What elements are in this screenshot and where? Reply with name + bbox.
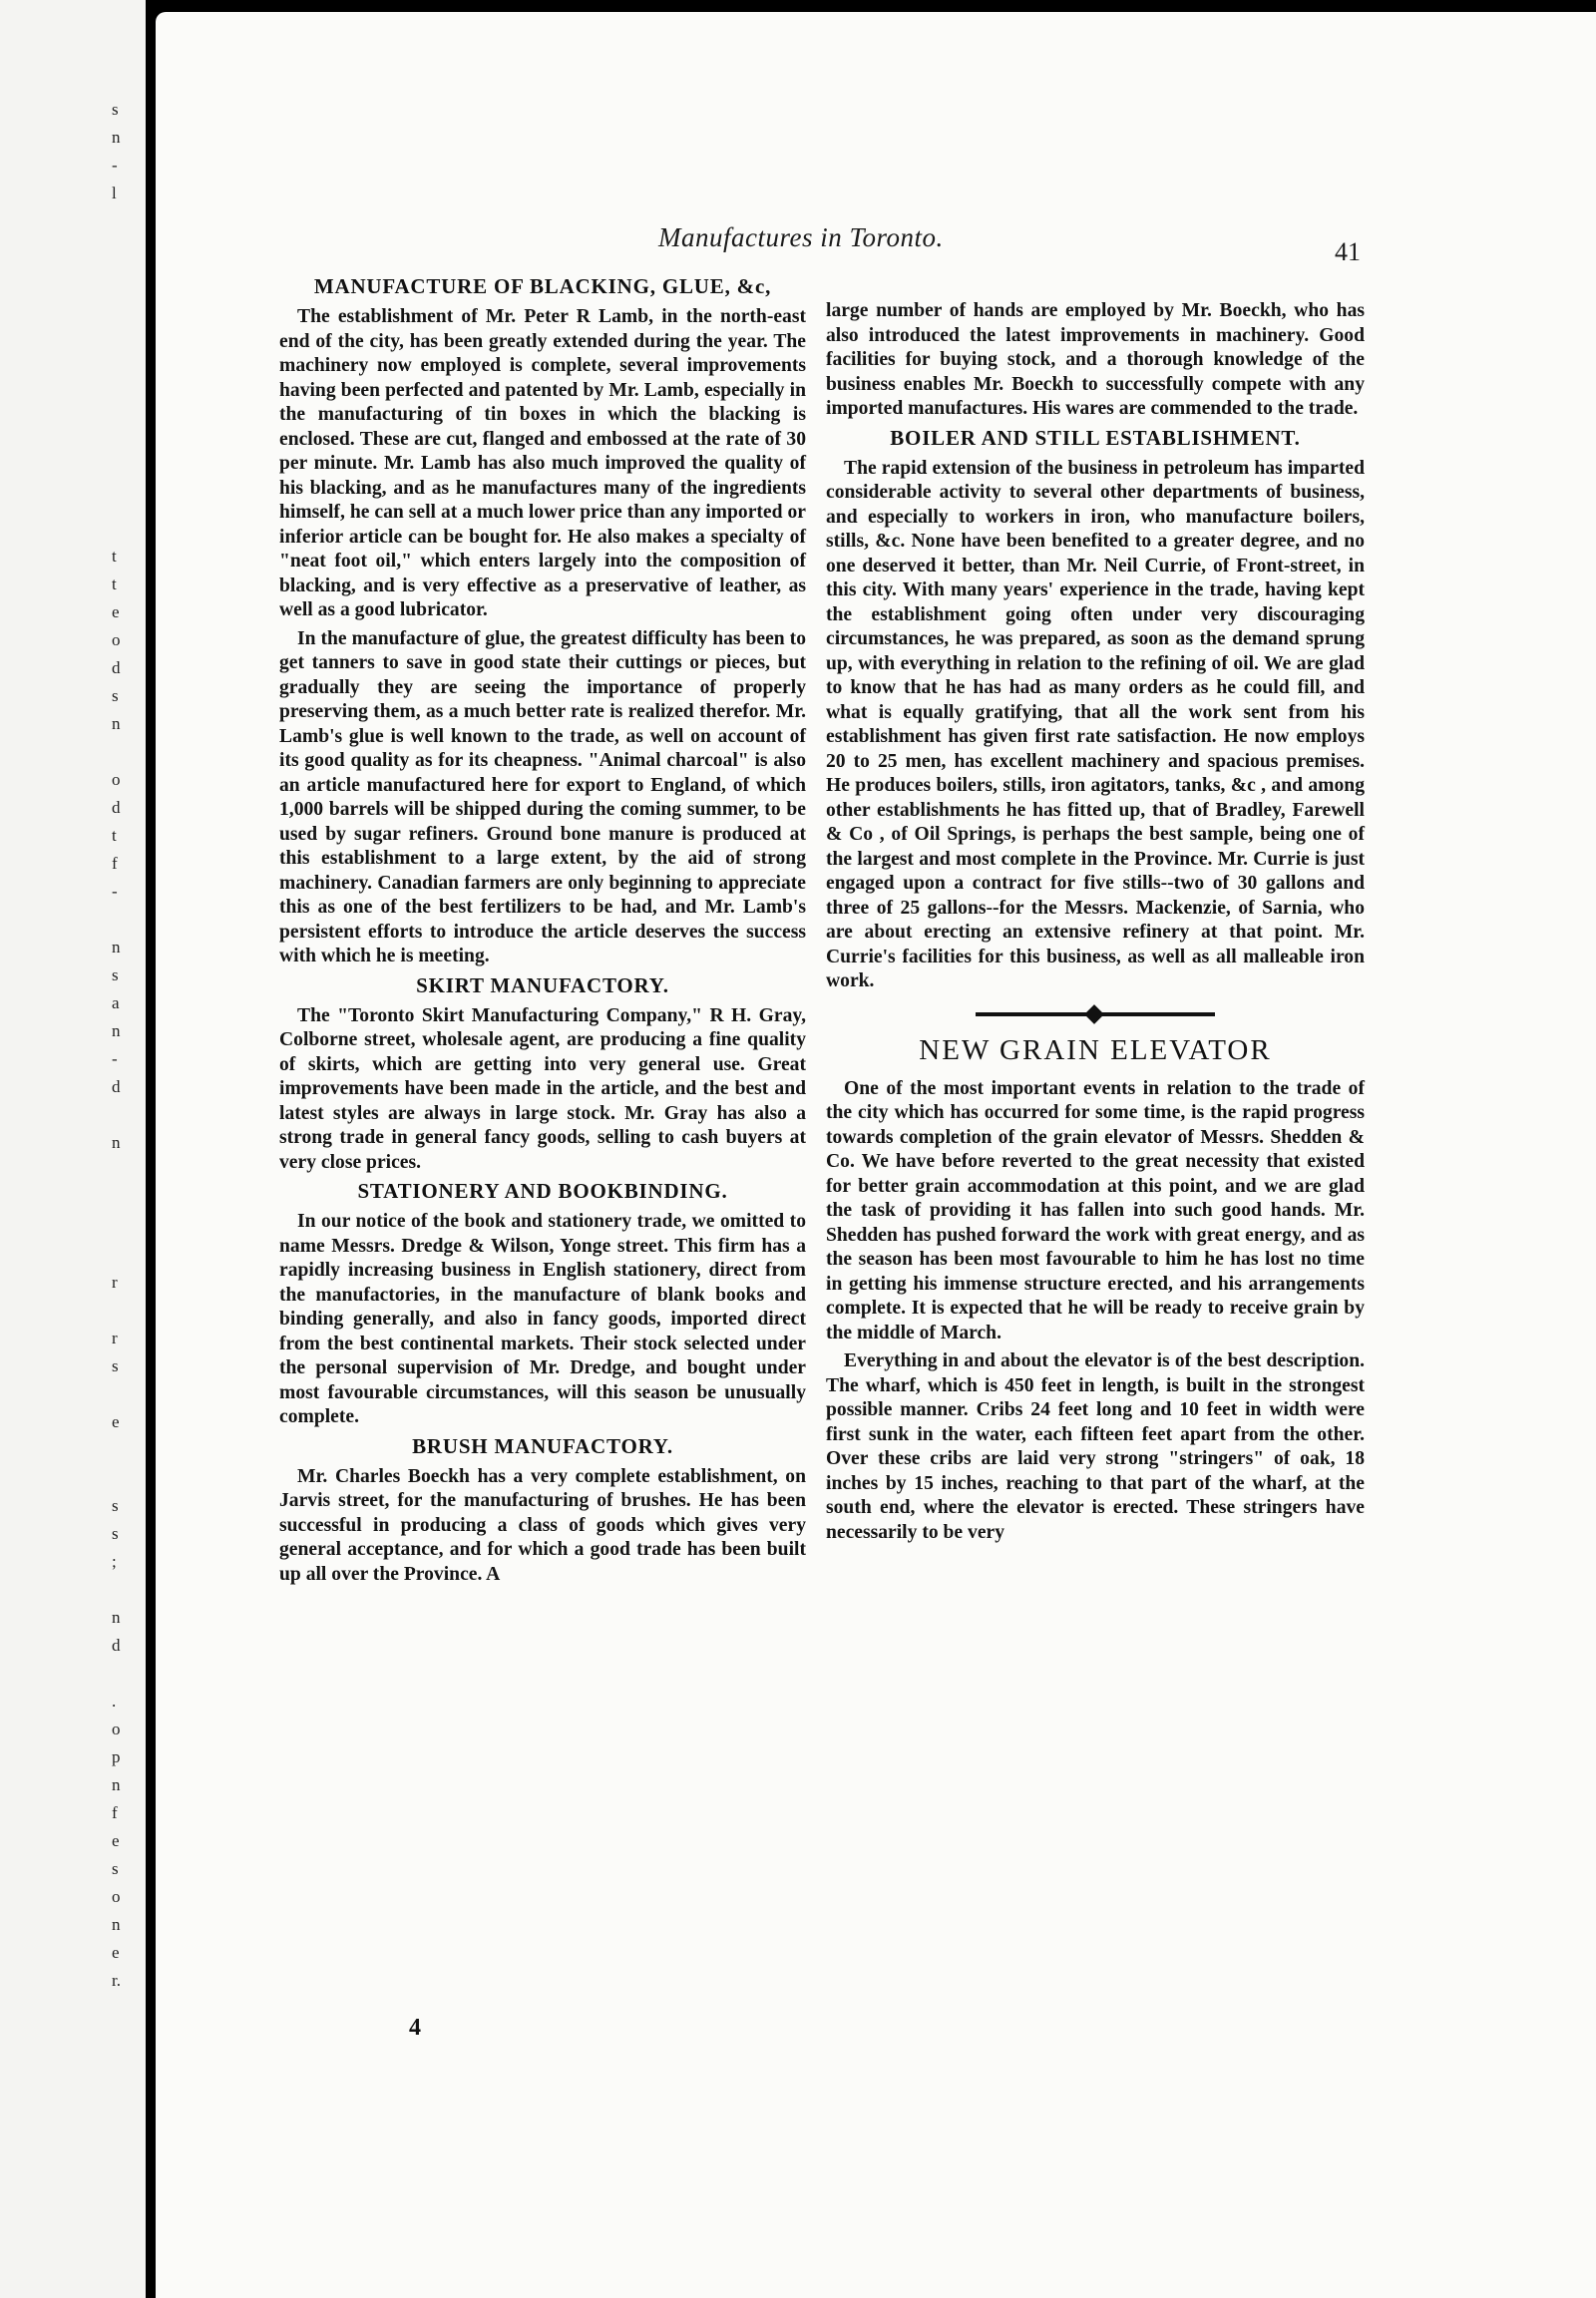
edge-fragment: s	[112, 686, 119, 705]
edge-fragment: e	[112, 1831, 120, 1850]
page-number: 41	[1335, 237, 1361, 266]
edge-fragment: r	[112, 1273, 118, 1292]
edge-fragment: e	[112, 1943, 120, 1962]
edge-fragment: n	[112, 1608, 121, 1627]
paragraph: In the manufacture of glue, the greatest difficulty has been to get tanners to save in good state their cuttings or pieces, but gradually they are seeing the importance of properly preserving them, as a much better rate is realized therefor. Mr. Lamb's glue is well known to the trade, as well on account of its good quality as for its cheapness. "Animal charcoal" is also an article manufactured here for export to England, of which 1,000 barrels will be shipped during the coming summer, to be used by sugar refiners. Ground bone manure is produced at this establishment to a large extent, by the aid of strong machinery. Canadian farmers are only beginning to appreciate this as one of the best fertilizers to be had, and Mr. Lamb's persistent efforts to introduce the article deserves the success with which he is meeting.	[279, 627, 806, 966]
right-column	[826, 299, 1365, 1549]
edge-fragment: e	[112, 1412, 120, 1431]
edge-fragment: a	[112, 993, 120, 1012]
edge-fragment: p	[112, 1747, 121, 1766]
section-heading: BRUSH MANUFACTORY.	[412, 1433, 673, 1458]
paragraph: large number of hands are employed by Mr. Boeckh, who has also introduced the latest improvements in machinery. Good facilities for buying stock, and a thorough knowledge of the business enables Mr. Boeckh to successfully compete with any imported manufactures. His wares are commended to the trade.	[826, 300, 1365, 419]
edge-fragment: d	[112, 798, 121, 817]
edge-fragment: s	[112, 100, 119, 119]
adjacent-page-margin	[0, 0, 146, 2298]
section-heading: SKIRT MANUFACTORY.	[416, 972, 669, 997]
edge-fragment: n	[112, 1021, 121, 1040]
edge-fragment: .	[112, 1692, 117, 1711]
paragraph: The rapid extension of the business in petroleum has imparted considerable activity to several other departments of business, and especially to workers in iron, who manufacture boilers, stills, &c. None have been benefited to a greater degree, and no one deserved it better, than Mr. Neil Currie, of Front-street, in this city. With many years' experience in the trade, having kept the establishment going often under very discouraging circumstances, he was prepared, as soon as the demand sprung up, with everything in relation to the refining of oil. We are glad to know that he has had as many orders as he could fill, and what is equally gratifying, that all the work sent from his establishment has given first rate satisfaction. He now employs 20 to 25 men, has excellent machinery and spacious premises. He produces boilers, stills, iron agitators, tanks, &c , and among other establishments he has fitted up, that of Bradley, Farewell & Co , of Oil Springs, is perhaps the best sample, being one of the largest and most complete in the Province. Mr. Currie is just engaged upon a contract for five stills--two of 30 gallons and three of 25 gallons--for the Messrs. Mackenzie, of Sarnia, who are about erecting an extensive refinery at that point. Mr. Currie's facilities for this business, as well as all malleable iron work.	[826, 457, 1365, 991]
section-heading-large: NEW GRAIN ELEVATOR	[919, 1033, 1272, 1066]
edge-fragment: n	[112, 1133, 121, 1152]
edge-fragment: e	[112, 602, 120, 621]
edge-fragment: f	[112, 1803, 118, 1822]
edge-fragment: d	[112, 1077, 121, 1096]
edge-fragment: s	[112, 965, 119, 984]
edge-fragment: r.	[112, 1971, 121, 1990]
edge-fragment: ;	[112, 1552, 117, 1571]
edge-fragment: -	[112, 156, 118, 175]
edge-fragment: t	[112, 574, 117, 593]
edge-fragment: l	[112, 184, 117, 202]
edge-fragment: n	[112, 938, 121, 957]
edge-fragment: s	[112, 1859, 119, 1878]
paragraph: The establishment of Mr. Peter R Lamb, in the north-east end of the city, has been greatly extended during the year. The machinery now employed is complete, several improvements having been perfected and patented by Mr. Lamb, especially in the manufacturing of tin boxes in which the blacking is enclosed. These are cut, flanged and embossed at the rate of 30 per minute. Mr. Lamb has also much improved the quality of his blacking, and as he manufactures many of the ingredients himself, he can sell at a much lower price than any imported or inferior article can be bought for. He also makes a specialty of "neat foot oil," which enters largely into the composition of blacking, and is very effective as a preservative of leather, as well as a good lubricator.	[279, 306, 806, 620]
edge-fragment: o	[112, 1887, 121, 1906]
section-heading: STATIONERY AND BOOKBINDING.	[357, 1179, 728, 1203]
edge-fragment: r	[112, 1329, 118, 1347]
paragraph: Everything in and about the elevator is of the best description. The wharf, which is 450 feet in length, is built in the strongest possible manner. Cribs 24 feet long and 10 feet in width were first sunk in the water, each fifteen feet apart from the other. Over these cribs are laid very strong "stringers" of oak, 18 inches by 15 inches, reaching to that part of the wharf, at the south end, where the elevator is erected. These stringers have necessarily to be very	[826, 1350, 1365, 1543]
edge-fragment: n	[112, 128, 121, 147]
edge-fragment: t	[112, 547, 117, 566]
paragraph: Mr. Charles Boeckh has a very complete establishment, on Jarvis street, for the manufacturing of brushes. He has been successful in producing a class of goods which gives very general acceptance, and for which a good trade has been built up all over the Province. A	[279, 1465, 806, 1585]
edge-fragment: s	[112, 1524, 119, 1543]
edge-fragment: n	[112, 1915, 121, 1934]
edge-fragment: -	[112, 1049, 118, 1068]
edge-fragment: n	[112, 714, 121, 733]
signature-mark: 4	[409, 2015, 421, 2041]
edge-fragment: -	[112, 882, 118, 901]
edge-fragment: n	[112, 1775, 121, 1794]
edge-fragment: f	[112, 854, 118, 873]
edge-fragment: s	[112, 1496, 119, 1515]
paragraph: One of the most important events in relation to the trade of the city which has occurred for some time, is the rapid progress towards completion of the grain elevator of Messrs. Shedden & Co. We have before reverted to the great necessity that existed for better grain accommodation at this point, and we are glad the task of providing it has fallen into such good hands. Mr. Shedden has pushed forward the work with great energy, and as the season has been most favourable to him he has lost no time in getting his immense structure erected, and his arrangements complete. It is expected that he will be ready to receive grain by the middle of March.	[826, 1077, 1365, 1343]
edge-fragment: d	[112, 1636, 121, 1655]
edge-fragment: o	[112, 630, 121, 649]
paragraph: The "Toronto Skirt Manufacturing Company," R H. Gray, Colborne street, wholesale agent, are producing a fine quality of skirts, which are getting into very general use. Great improvements have been made in the article, and the best and latest styles are always in large stock. Mr. Gray has also a strong trade in general fancy goods, selling to cash buyers at very close prices.	[279, 1004, 806, 1173]
running-head: Manufactures in Toronto.	[658, 222, 944, 252]
ornamental-rule	[976, 1012, 1215, 1016]
edge-fragment: o	[112, 1720, 121, 1738]
paragraph: In our notice of the book and stationery trade, we omitted to name Messrs. Dredge & Wilson, Yonge street. This firm has a rapidly increasing business in English stationery, direct from the manufactories, in the manufacture of blank books and binding generally, and also in fancy goods, imported direct from the best continental markets. Their stock selected under the personal supervision of Mr. Dredge, and bought under most favourable circumstances, will this season be unusually complete.	[279, 1211, 806, 1427]
edge-fragment: d	[112, 658, 121, 677]
section-heading: BOILER AND STILL ESTABLISHMENT.	[890, 425, 1301, 450]
section-heading: MANUFACTURE OF BLACKING, GLUE, &c,	[313, 274, 772, 298]
edge-fragment: s	[112, 1356, 119, 1375]
left-column	[279, 274, 806, 1591]
edge-fragment: t	[112, 826, 117, 845]
edge-fragment: o	[112, 770, 121, 789]
